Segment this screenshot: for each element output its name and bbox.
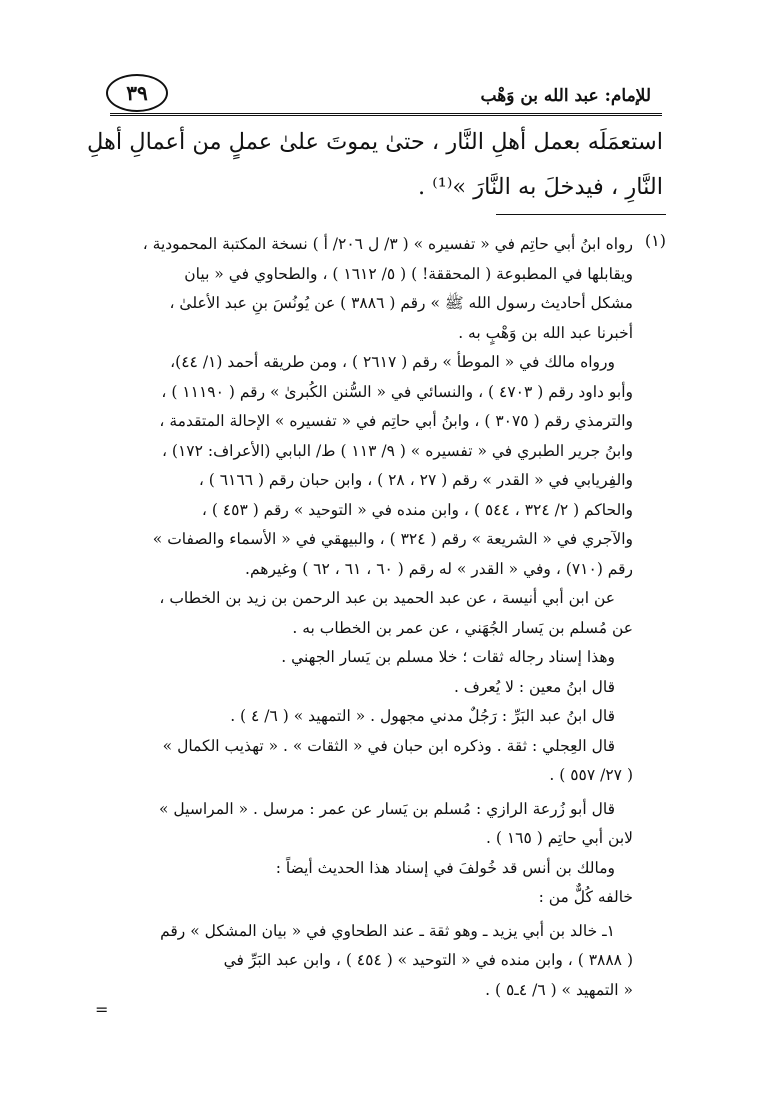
continuation-mark: = [95, 1000, 109, 1019]
footnote-line: خالفه كُلٌّ من : [538, 888, 633, 906]
footnote-line: والآجري في « الشريعة » رقم ( ٣٢٤ ) ، والبيهقي في « الأسماء والصفات » [152, 530, 633, 548]
footnote-separator [496, 214, 666, 215]
footnote-line: ( ٣٨٨٨ ) ، وابن منده في « التوحيد » ( ٤٥٤ ) ، وابن عبد البَرِّ في [223, 951, 633, 969]
footnote-line: عن مُسلم بن يَسار الجُهَني ، عن عمر بن الخطاب به . [292, 618, 633, 637]
footnote-line: والفِريابي في « القدر » رقم ( ٢٧ ، ٢٨ ) ، وابن حبان رقم ( ٦١٦٦ ) ، [198, 471, 633, 489]
footnote-block [128, 230, 633, 1005]
footnote-line: أخبرنا عبد الله بن وَهْبٍ به . [458, 323, 633, 342]
footnote-line: عن ابن أبي أنيسة ، عن عبد الحميد بن عبد الرحمن بن زيد بن الخطاب ، [159, 589, 615, 607]
footnote-number: (١) [644, 231, 666, 250]
footnote-line: والحاكم ( ٢/ ٣٢٤ ، ٥٤٤ ) ، وابن منده في « التوحيد » رقم ( ٤٥٣ ) ، [201, 500, 633, 519]
footnote-line: مشكل أحاديث رسول الله ﷺ » رقم ( ٣٨٨٦ ) عن يُونُسَ بنِ عبد الأعلىٰ ، [169, 294, 633, 312]
footnote-line: وابنُ جرير الطبري في « تفسيره » ( ٩/ ١١٣ ) ط/ البابي (الأعراف: ١٧٢) ، [161, 441, 633, 460]
footnote-line: والترمذي رقم ( ٣٠٧٥ ) ، وابنُ أبي حاتِم في « تفسيره » الإحالة المتقدمة ، [159, 412, 633, 430]
footnote-line: ويقابلها في المطبوعة ( المحققة! ) ( ٥/ ١٦١٢ ) ، والطحاوي في « بيان [184, 264, 633, 283]
running-header-title: للإمام: عبد الله بن وَهْب [480, 86, 651, 106]
main-text-line: النَّارِ ، فيدخلَ به النَّارَ »⁽¹⁾ . [417, 174, 663, 200]
footnote-line: رواه ابنُ أبي حاتِم في « تفسيره » ( ٣/ ل ٢٠٦/ أ ) نسخة المكتبة المحمودية ، [142, 235, 633, 253]
footnote-line: وأبو داود رقم ( ٤٧٠٣ ) ، والنسائي في « السُّنن الكُبرىٰ » رقم ( ١١١٩٠ ) ، [161, 382, 633, 401]
page-number: ٣٩ [126, 81, 148, 105]
footnote-line: « التمهيد » ( ٦/ ٤ـ٥ ) . [485, 980, 633, 999]
main-text-block [87, 120, 663, 210]
footnote-line: قال ابنُ معين : لا يُعرف . [453, 677, 615, 696]
footnote-line: قال ابنُ عبد البَرِّ : رَجُلٌ مدني مجهول . « التمهيد » ( ٦/ ٤ ) . [230, 707, 615, 725]
main-text-line: استعمَلَه بعمل أهلِ النَّار ، حتىٰ يموتَ علىٰ عملٍ من أعمالِ أهلِ [87, 129, 663, 155]
footnote-line: وهذا إسناد رجاله ثقات ؛ خلا مسلم بن يَسار الجهني . [281, 648, 615, 666]
footnote-line: لابن أبي حاتِم ( ١٦٥ ) . [486, 829, 633, 847]
footnote-line: ( ٢٧/ ٥٥٧ ) . [549, 766, 633, 784]
footnote-line: قال العِجلي : ثقة . وذكره ابن حبان في « الثقات » . « تهذيب الكمال » [162, 736, 615, 755]
footnote-line: قال أبو زُرعة الرازي : مُسلم بن يَسار عن عمر : مرسل . « المراسيل » [159, 799, 615, 818]
footnote-line: ١ـ خالد بن أبي يزيد ـ وهو ثقة ـ عند الطحاوي في « بيان المشكل » رقم [160, 921, 615, 940]
footnote-line: ورواه مالك في « الموطأ » رقم ( ٢٦١٧ ) ، ومن طريقه أحمد (١/ ٤٤)، [170, 353, 615, 371]
page-number-badge [106, 74, 168, 112]
header-divider [110, 113, 662, 116]
footnote-line: ومالك بن أنس قد خُولفَ في إسناد هذا الحديث أيضاً : [275, 858, 615, 877]
footnote-line: رقم (٧١٠) ، وفي « القدر » له رقم ( ٦٠ ، ٦١ ، ٦٢ ) وغيرهم. [245, 559, 633, 578]
